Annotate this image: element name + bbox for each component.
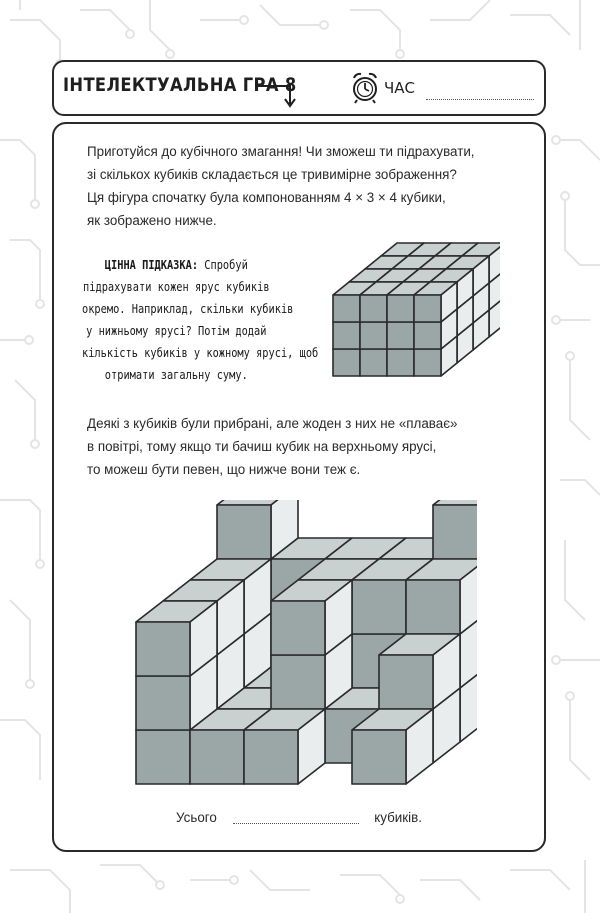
cube-front-face <box>360 349 387 376</box>
reference-cube-illustration <box>330 240 500 380</box>
cube-front-face <box>271 655 325 709</box>
cube-front-face <box>352 580 406 634</box>
cube-front-face <box>414 295 441 322</box>
alarm-clock-icon <box>350 70 380 104</box>
cube-front-face <box>333 295 360 322</box>
answer-prefix: Усього <box>176 810 217 825</box>
answer-row <box>54 810 544 825</box>
hint-line: у нижньому ярусі? Потім додай <box>86 323 267 338</box>
cube-puzzle-illustration <box>132 500 477 790</box>
note-line: Деякі з кубиків були прибрані, але жоден з них не «плаває» <box>87 416 458 431</box>
intro-line: Приготуйся до кубічного змагання! Чи зможеш ти підрахувати, <box>87 144 475 159</box>
cube-front-face <box>333 349 360 376</box>
header-panel <box>52 60 546 116</box>
cube-front-face <box>190 730 244 784</box>
intro-line: як зображено нижче. <box>87 213 217 228</box>
time-label: ЧАС <box>384 79 416 97</box>
hint-line: Спробуй <box>204 257 248 272</box>
cube-front-face <box>379 655 433 709</box>
intro-line: Ця фігура спочатку була компонованням 4 × 3 × 4 кубики, <box>87 190 446 205</box>
hint-line: отримати загальну суму. <box>104 367 248 382</box>
cube-front-face <box>136 730 190 784</box>
note-paragraph <box>87 412 527 481</box>
hint-line: окремо. Наприклад, скільки кубиків <box>82 301 294 316</box>
game-title: ІНТЕЛЕКТУАЛЬНА ГРА 8 <box>63 74 297 96</box>
cube-front-face <box>360 295 387 322</box>
hint-line: підрахувати кожен ярус кубиків <box>83 279 270 294</box>
cube-front-face <box>433 505 477 559</box>
intro-paragraph <box>87 140 527 232</box>
hint-label: ЦІННА ПІДКАЗКА: <box>104 257 199 272</box>
answer-suffix: кубиків. <box>374 810 422 825</box>
note-line: в повітрі, тому якщо ти бачиш кубик на верхньому ярусі, <box>87 439 437 454</box>
cube-front-face <box>271 601 325 655</box>
hint-line: кількість кубиків у кожному ярусі, щоб <box>82 345 319 360</box>
time-input-line[interactable] <box>426 99 534 100</box>
cube-front-face <box>136 676 190 730</box>
cube-front-face <box>414 349 441 376</box>
hint-line-first <box>82 254 271 276</box>
note-line: то можеш бути певен, що нижче вони теж є. <box>87 462 361 477</box>
cube-front-face <box>387 322 414 349</box>
cube-front-face <box>136 622 190 676</box>
cube-front-face <box>217 505 271 559</box>
arrow-down-right-icon <box>254 80 298 110</box>
cube-front-face <box>333 322 360 349</box>
cube-front-face <box>360 322 387 349</box>
intro-line: зі скількох кубиків складається це тривимірне зображення? <box>87 167 457 182</box>
cube-front-face <box>414 322 441 349</box>
hint-paragraph <box>82 254 319 386</box>
cube-front-face <box>387 295 414 322</box>
cube-front-face <box>244 730 298 784</box>
cube-front-face <box>406 580 460 634</box>
answer-input-line[interactable] <box>233 823 359 824</box>
puzzle-panel <box>52 122 546 852</box>
cube-front-face <box>387 349 414 376</box>
cube-front-face <box>352 730 406 784</box>
